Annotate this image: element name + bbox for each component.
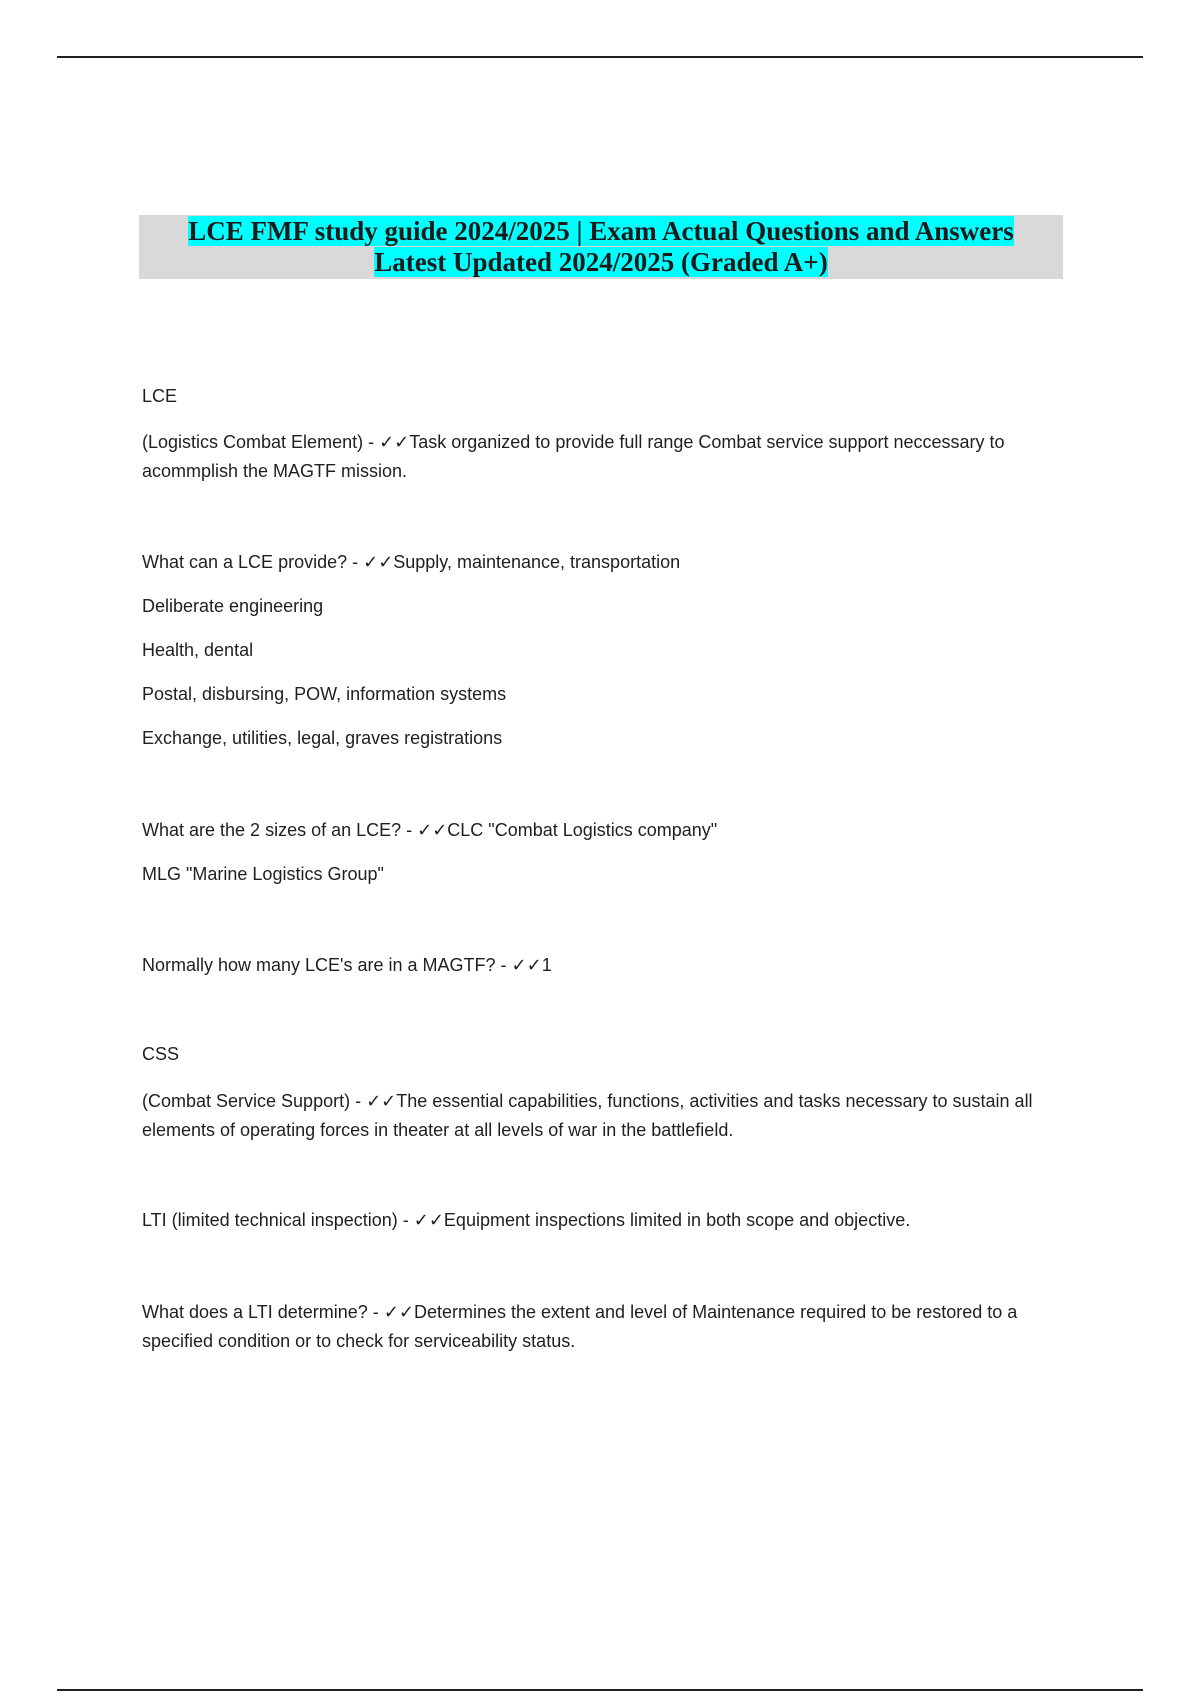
answer-line: Deliberate engineering xyxy=(142,596,324,616)
answer-line: MLG "Marine Logistics Group" xyxy=(142,864,384,884)
answer-line: Postal, disbursing, POW, information systems xyxy=(142,684,507,704)
answer-line: Exchange, utilities, legal, graves registrations xyxy=(142,728,503,748)
qa-lce-provide: What can a LCE provide? - ✓✓Supply, maintenance, transportation xyxy=(142,552,681,572)
title-line-1: LCE FMF study guide 2024/2025 | Exam Actual Questions and Answers xyxy=(188,216,1014,246)
term-css: CSS xyxy=(142,1044,180,1064)
qa-lce-sizes: What are the 2 sizes of an LCE? - ✓✓CLC "Combat Logistics company" xyxy=(142,820,718,840)
title-line-2: Latest Updated 2024/2025 (Graded A+) xyxy=(374,247,828,277)
qa-lce-count: Normally how many LCE's are in a MAGTF? - ✓✓1 xyxy=(142,955,552,975)
qa-css-definition: (Combat Service Support) - ✓✓The essential capabilities, functions, activities and tasks necessary to sustain all elements of operating forces in theater at all levels of war in the battlefield. xyxy=(142,1091,1033,1140)
answer-line: Health, dental xyxy=(142,640,254,660)
document-title xyxy=(139,215,1063,279)
qa-lce-definition: (Logistics Combat Element) - ✓✓Task organized to provide full range Combat service support neccessary to acommplish the MAGTF mission. xyxy=(142,432,1005,481)
qa-lti-determine: What does a LTI determine? - ✓✓Determines the extent and level of Maintenance required to be restored to a specified condition or to check for serviceability status. xyxy=(142,1302,1018,1351)
qa-lti-definition: LTI (limited technical inspection) - ✓✓Equipment inspections limited in both scope and objective. xyxy=(142,1210,911,1230)
term-lce: LCE xyxy=(142,386,178,406)
top-rule xyxy=(57,56,1143,58)
bottom-rule xyxy=(57,1689,1143,1691)
